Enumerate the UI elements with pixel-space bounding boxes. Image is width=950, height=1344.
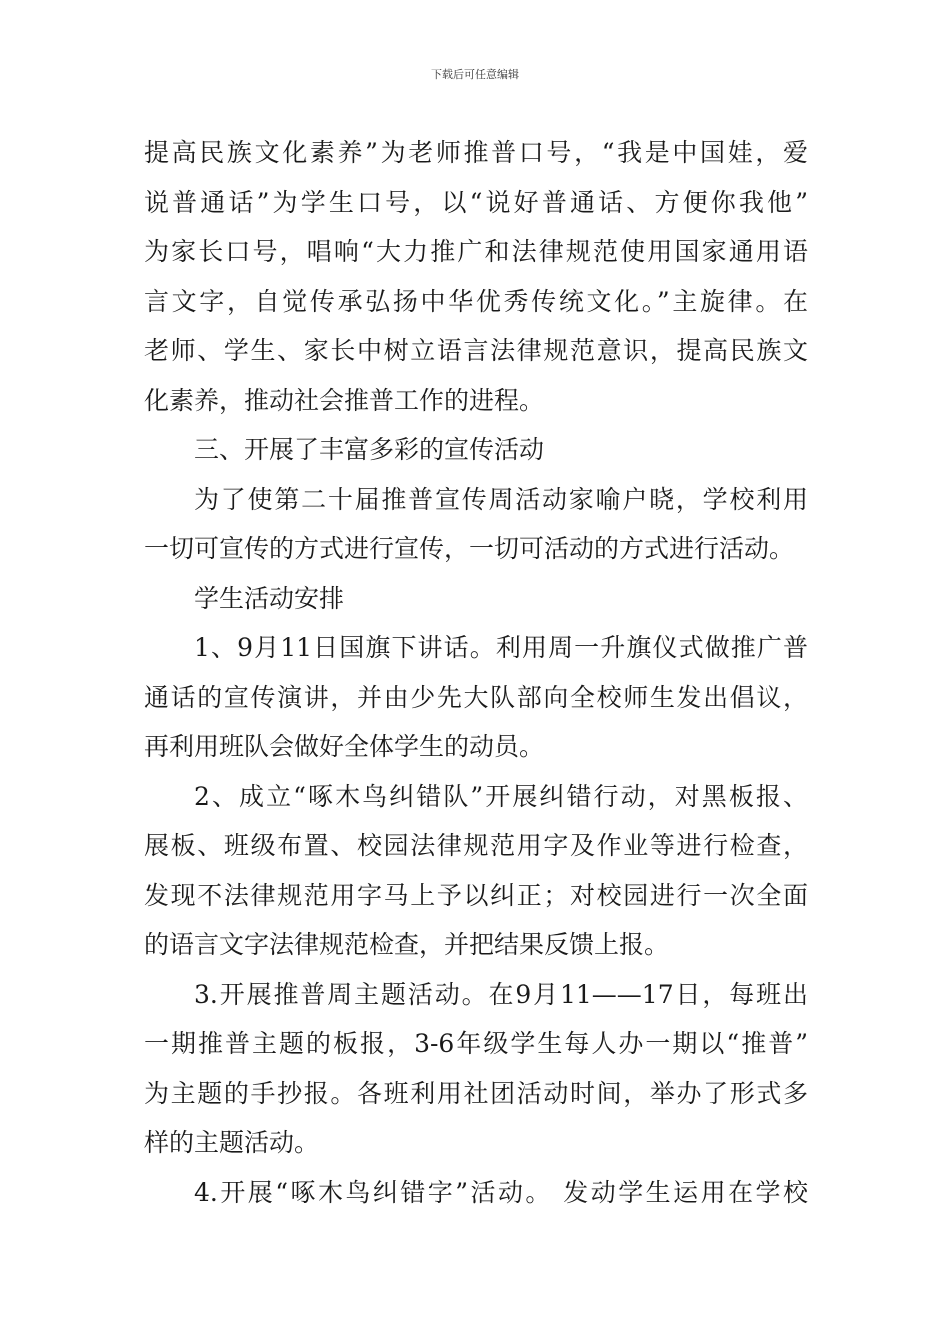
text-line: 样的主题活动。 <box>144 1128 320 1157</box>
paragraph <box>144 128 808 425</box>
text-line: 展板、班级布置、校园法律规范用字及作业等进行检查， <box>144 831 808 860</box>
paragraph <box>144 475 808 574</box>
text-line: 言文字，自觉传承弘扬中华优秀传统文化。”主旋律。在 <box>144 286 808 316</box>
paragraph <box>144 970 808 1168</box>
text-line: 老师、学生、家长中树立语言法律规范意识，提高民族文 <box>144 336 808 365</box>
section-heading <box>144 425 808 475</box>
text-line: 三、开展了丰富多彩的宣传活动 <box>194 435 545 464</box>
text-line: 通话的宣传演讲，并由少先大队部向全校师生发出倡议， <box>144 682 808 712</box>
text-line: 为主题的手抄报。各班利用社团活动时间，举办了形式多 <box>144 1078 808 1108</box>
text-line: 一切可宣传的方式进行宣传，一切可活动的方式进行活动。 <box>144 534 795 563</box>
document-body <box>144 128 808 1217</box>
text-line: 学生活动安排 <box>194 583 345 613</box>
text-line: 的语言文字法律规范检查，并把结果反馈上报。 <box>144 930 670 959</box>
text-line: 再利用班队会做好全体学生的动员。 <box>144 732 545 761</box>
text-line: 提高民族文化素养”为老师推普口号，“我是中国娃，爱 <box>144 138 808 167</box>
text-line: 4.开展“啄木鸟纠错字”活动。 发动学生运用在学校 <box>194 1177 808 1207</box>
text-line: 发现不法律规范用字马上予以纠正；对校园进行一次全面 <box>144 880 808 910</box>
text-line: 为家长口号，唱响“大力推广和法律规范使用国家通用语 <box>144 237 808 266</box>
text-line: 3.开展推普周主题活动。在9月11——17日，每班出 <box>194 979 808 1009</box>
paragraph <box>144 623 808 772</box>
text-line: 1、9月11日国旗下讲话。利用周一升旗仪式做推广普 <box>194 633 808 662</box>
text-line: 一期推普主题的板报，3-6年级学生每人办一期以“推普” <box>144 1029 808 1058</box>
page-header-note: 下载后可任意编辑 <box>431 68 519 81</box>
paragraph <box>144 1168 808 1218</box>
paragraph <box>144 772 808 970</box>
subheading <box>144 574 808 624</box>
text-line: 2、成立“啄木鸟纠错队”开展纠错行动，对黑板报、 <box>194 781 808 811</box>
text-line: 化素养，推动社会推普工作的进程。 <box>144 385 545 415</box>
text-line: 为了使第二十届推普宣传周活动家喻户晓，学校利用 <box>194 484 808 514</box>
text-line: 说普通话”为学生口号，以“说好普通话、方便你我他” <box>144 187 808 217</box>
